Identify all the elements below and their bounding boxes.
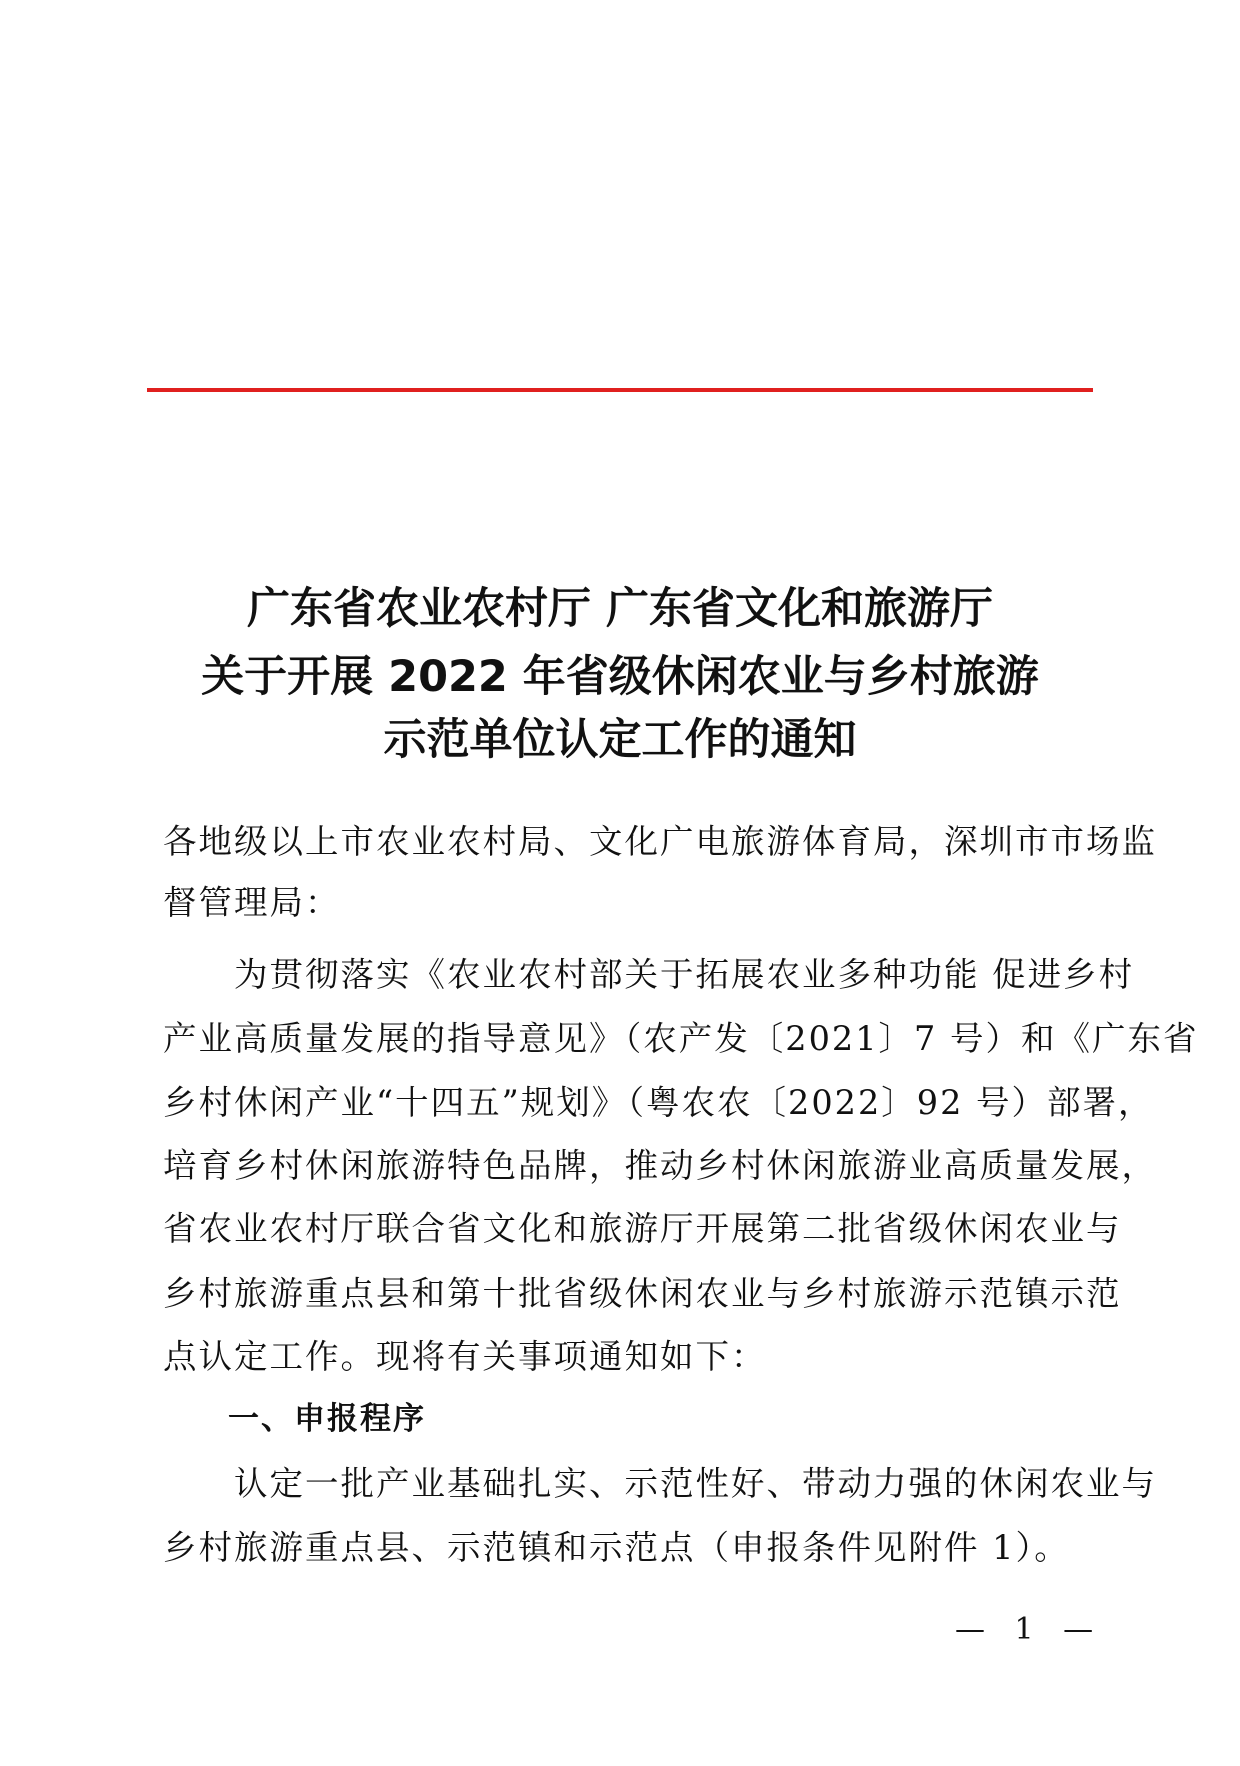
addressee-line-1: 各地级以上市农业农村局、文化广电旅游体育局，深圳市市场监 xyxy=(163,822,1157,861)
section-1-line-1: 认定一批产业基础扎实、示范性好、带动力强的休闲农业与 xyxy=(163,1464,1157,1503)
paragraph-1-line-1: 为贯彻落实《农业农村部关于拓展农业多种功能 促进乡村 xyxy=(163,955,1135,994)
document-title-line-1: 广东省农业农村厅 广东省文化和旅游厅 xyxy=(247,584,993,634)
paragraph-1-line-4: 培育乡村休闲旅游特色品牌，推动乡村休闲旅游业高质量发展， xyxy=(163,1146,1157,1185)
addressee-line-2: 督管理局： xyxy=(163,883,341,922)
paragraph-1-line-7: 点认定工作。现将有关事项通知如下： xyxy=(163,1337,767,1376)
red-header-rule xyxy=(147,388,1093,392)
paragraph-1-line-6: 乡村旅游重点县和第十批省级休闲农业与乡村旅游示范镇示范 xyxy=(163,1274,1122,1313)
paragraph-1-line-3: 乡村休闲产业“十四五”规划》（粤农农〔2022〕92 号）部署， xyxy=(163,1083,1154,1122)
page-number: — 1 — xyxy=(955,1612,1104,1647)
section-1-line-2: 乡村旅游重点县、示范镇和示范点（申报条件见附件 1）。 xyxy=(163,1528,1070,1567)
section-1-heading: 一、申报程序 xyxy=(228,1401,426,1437)
paragraph-1-line-5: 省农业农村厅联合省文化和旅游厅开展第二批省级休闲农业与 xyxy=(163,1209,1122,1248)
paragraph-1-line-2: 产业高质量发展的指导意见》（农产发〔2021〕7 号）和《广东省 xyxy=(163,1019,1199,1058)
document-title-line-2: 关于开展 2022 年省级休闲农业与乡村旅游 xyxy=(201,652,1039,702)
document-title-line-3: 示范单位认定工作的通知 xyxy=(383,715,857,765)
